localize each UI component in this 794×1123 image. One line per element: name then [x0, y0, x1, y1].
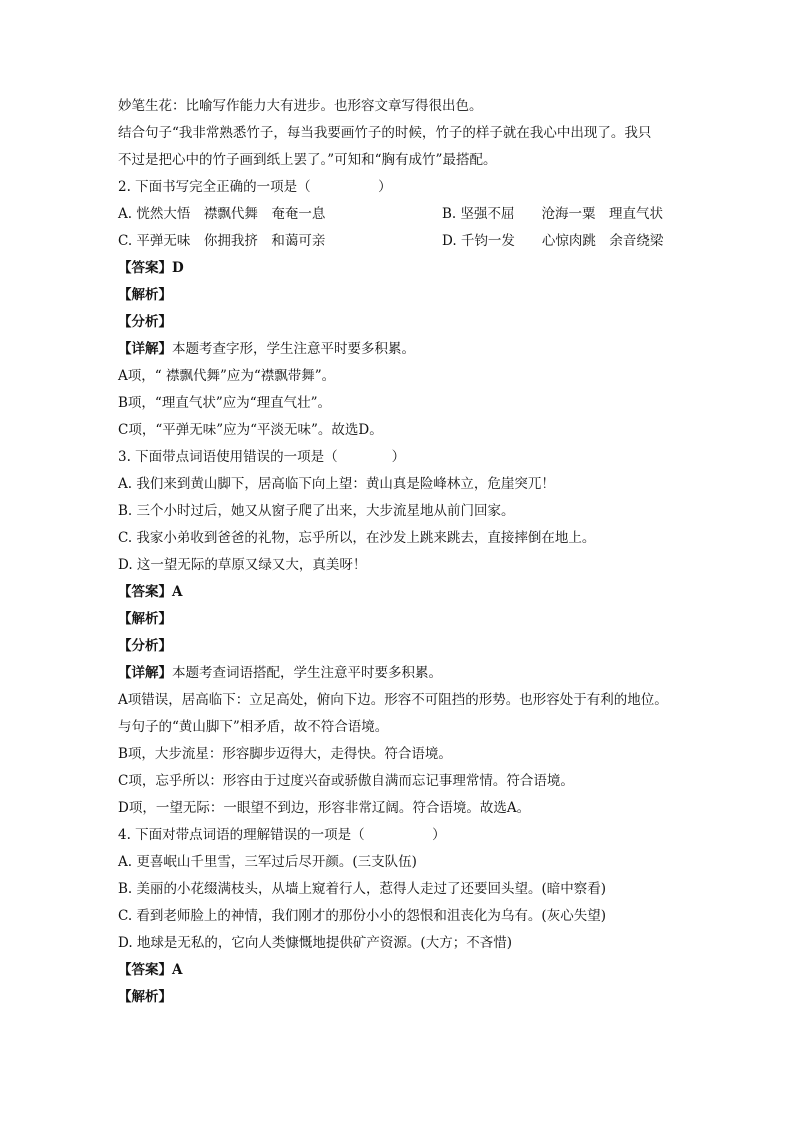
q4-answer: 【答案】A [118, 962, 183, 978]
q3-fenxi: 【分析】 [118, 638, 172, 654]
q2-option-a: A. 恍然大悟 襟飘代舞 奄奄一息 [118, 206, 326, 222]
q2-jiexi: 【解析】 [118, 287, 172, 303]
q3-detail [118, 664, 442, 682]
q4-option-b: B. 美丽的小花缀满枝头，从墙上窥着行人，惹得人走过了还要回头望。(暗中察看) [118, 881, 607, 897]
intro-line-2: 结合句子“我非常熟悉竹子，每当我要画竹子的时候，竹子的样子就在我心中出现了。我只 [118, 125, 652, 141]
question-2-stem: 2. 下面书写完全正确的一项是（ ） [118, 179, 392, 195]
q2-option-b: B. 坚强不屈 沧海一粟 理直气状 [442, 206, 664, 222]
q4-jiexi: 【解析】 [118, 989, 172, 1005]
q2-option-c: C. 平弹无味 你拥我挤 和蔼可亲 [118, 233, 326, 249]
q3-detail-label: 【详解】 [118, 665, 172, 681]
q3-jiexi: 【解析】 [118, 611, 172, 627]
q3-option-d: D. 这一望无际的草原又绿又大，真美呀！ [118, 557, 367, 573]
q3-option-a: A. 我们来到黄山脚下，居高临下向上望：黄山真是险峰林立，危崖突兀！ [118, 476, 555, 492]
q4-option-c: C. 看到老师脸上的神情，我们刚才的那份小小的怨恨和沮丧化为乌有。(灰心失望) [118, 908, 606, 924]
q3-explain-d: D项，一望无际：一眼望不到边，形容非常辽阔。符合语境。故选A。 [118, 800, 531, 816]
q2-detail [118, 340, 415, 358]
intro-line-3: 不过是把心中的竹子画到纸上罢了。”可知和“胸有成竹”最搭配。 [118, 152, 497, 168]
q2-answer: 【答案】D [118, 260, 184, 276]
q4-option-d: D. 地球是无私的，它向人类慷慨地提供矿产资源。(大方；不吝惜) [118, 935, 512, 951]
q3-explain-b: B项，大步流星：形容脚步迈得大，走得快。符合语境。 [118, 746, 452, 762]
q2-explain-b: B项，“理直气状”应为“理直气壮”。 [118, 395, 332, 411]
question-3-stem: 3. 下面带点词语使用错误的一项是（ ） [118, 449, 406, 465]
q2-detail-text: 本题考查字形，学生注意平时要多积累。 [172, 341, 415, 357]
intro-line-1: 妙笔生花：比喻写作能力大有进步。也形容文章写得很出色。 [118, 98, 483, 114]
q3-detail-text: 本题考查词语搭配，学生注意平时要多积累。 [172, 665, 442, 681]
q3-explain-a-2: 与句子的“黄山脚下”相矛盾，故不符合语境。 [118, 719, 389, 735]
q3-explain-c: C项，忘乎所以：形容由于过度兴奋或骄傲自满而忘记事理常情。符合语境。 [118, 773, 574, 789]
q2-explain-c: C项，“平弹无味”应为“平淡无味”。故选D。 [118, 422, 383, 438]
q3-option-c: C. 我家小弟收到爸爸的礼物，忘乎所以，在沙发上跳来跳去，直接摔倒在地上。 [118, 530, 596, 546]
q2-fenxi: 【分析】 [118, 314, 172, 330]
question-4-stem: 4. 下面对带点词语的理解错误的一项是（ ） [118, 827, 446, 843]
q3-option-b: B. 三个小时过后，她又从窗子爬了出来，大步流星地从前门回家。 [118, 503, 515, 519]
q3-explain-a-1: A项错误，居高临下：立足高处，俯向下边。形容不可阻挡的形势。也形容处于有利的地位。 [118, 692, 668, 708]
q2-detail-label: 【详解】 [118, 341, 172, 357]
q2-explain-a: A项，“ 襟飘代舞”应为“襟飘带舞”。 [118, 368, 336, 384]
q3-answer: 【答案】A [118, 584, 183, 600]
q4-option-a: A. 更喜岷山千里雪，三军过后尽开颜。(三支队伍) [118, 854, 417, 870]
q2-option-d: D. 千钧一发 心惊肉跳 余音绕梁 [442, 233, 664, 249]
